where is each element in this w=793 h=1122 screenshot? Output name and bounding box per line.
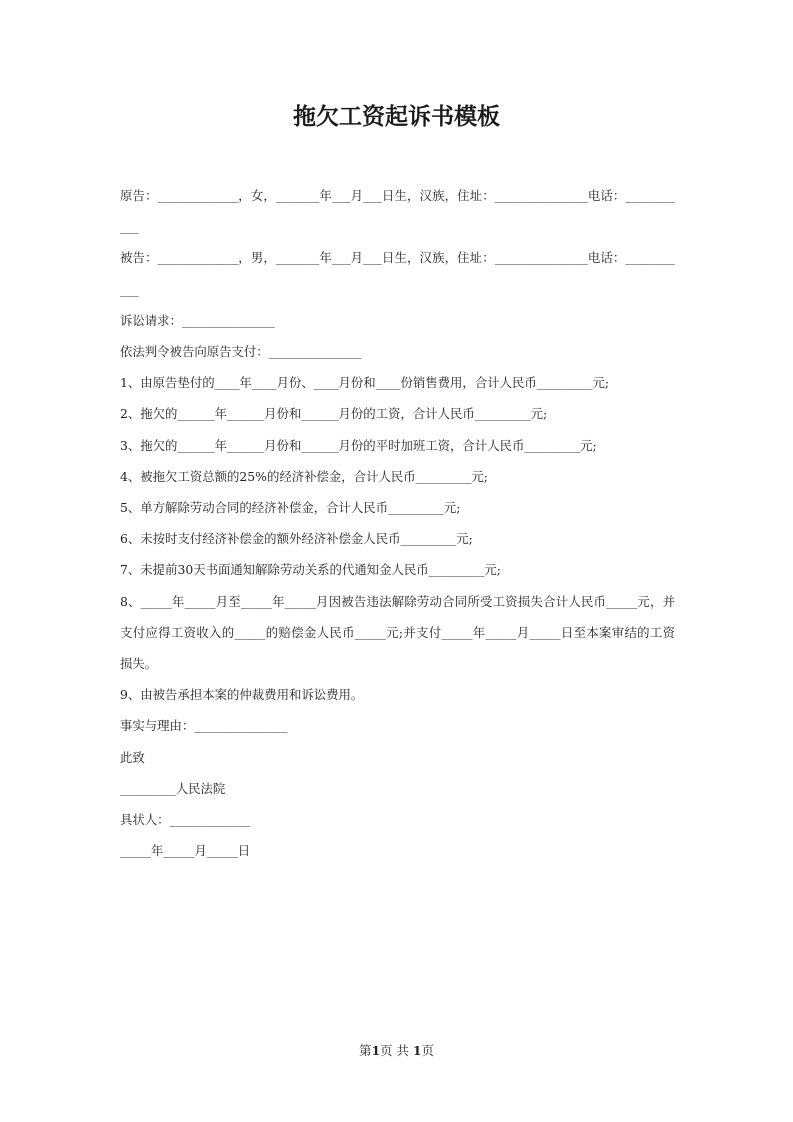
salutation: 此致	[120, 749, 145, 765]
claim-item-3: 3、拖欠的______年______月份和______月份的平时加班工资，合计人民币_________元;	[120, 437, 597, 453]
court-name: _________人民法院	[120, 780, 226, 796]
document-title: 拖欠工资起诉书模板	[293, 103, 500, 130]
footer-middle: 页 共	[380, 1043, 413, 1058]
page-footer	[0, 1041, 793, 1061]
document-body	[120, 180, 675, 866]
payment-request: 依法判令被告向原告支付：_______________	[120, 344, 362, 360]
claim-item-8: 8、_____年_____月至_____年_____月因被告违法解除劳动合同所受工资损失合计人民币_____元，并支付应得工资收入的_____的赔偿金人民币_____元;并支付_____年_____月_____日至本案审结的工资损失。	[120, 593, 675, 672]
claim-item-4: 4、被拖欠工资总额的25%的经济补偿金，合计人民币_________元;	[120, 468, 488, 484]
footer-page-number: 1	[371, 1043, 381, 1058]
claim-item-1: 1、由原告垫付的____年____月份、____月份和____份销售费用，合计人民币_________元;	[120, 375, 610, 391]
footer-total-pages: 1	[412, 1043, 422, 1058]
footer-suffix: 页	[421, 1043, 434, 1058]
claims-heading: 诉讼请求：_______________	[120, 312, 275, 328]
claim-item-9: 9、由被告承担本案的仲裁费用和诉讼费用。	[120, 687, 364, 703]
claim-item-2: 2、拖欠的______年______月份和______月份的工资，合计人民币_________元;	[120, 406, 548, 422]
signing-date: _____年_____月_____日	[120, 843, 251, 859]
claim-item-6: 6、未按时支付经济补偿金的额外经济补偿金人民币_________元;	[120, 531, 473, 547]
signatory: 具状人：_____________	[120, 812, 251, 828]
plaintiff-info: 原告：_____________，女，_______年___月___日生，汉族，住址：_______________电话：___________	[120, 188, 675, 235]
defendant-info: 被告：_____________，男，_______年___月___日生，汉族，住址：_______________电话：___________	[120, 250, 675, 297]
claim-item-7: 7、未提前30天书面通知解除劳动关系的代通知金人民币_________元;	[120, 562, 501, 578]
footer-prefix: 第	[359, 1043, 372, 1058]
facts-and-reasons: 事实与理由：_______________	[120, 718, 288, 734]
claim-item-5: 5、单方解除劳动合同的经济补偿金，合计人民币_________元;	[120, 500, 461, 516]
